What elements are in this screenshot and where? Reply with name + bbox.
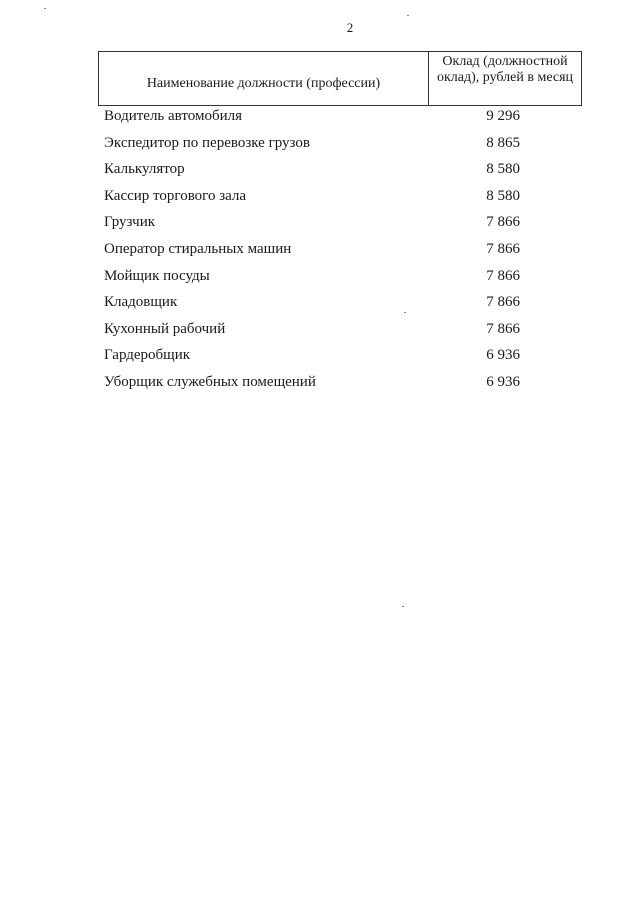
table-row <box>0 106 640 133</box>
position-name: Кладовщик <box>104 294 178 311</box>
salary-value: 8 865 <box>486 134 520 151</box>
scan-speck <box>404 312 406 313</box>
salary-value: 7 866 <box>486 294 520 311</box>
salary-value: 7 866 <box>486 214 520 231</box>
table-body <box>0 106 640 399</box>
table-row <box>0 133 640 160</box>
salary-value: 8 580 <box>486 161 520 178</box>
position-name: Мойщик посуды <box>104 267 210 284</box>
scan-speck <box>407 15 409 16</box>
table-row <box>0 319 640 346</box>
position-name: Гардеробщик <box>104 347 191 364</box>
position-name: Уборщик служебных помещений <box>104 373 316 390</box>
position-name: Калькулятор <box>104 161 185 178</box>
table-row <box>0 159 640 186</box>
header-position-name: Наименование должности (профессии) <box>99 52 429 105</box>
salary-value: 7 866 <box>486 240 520 257</box>
position-name: Оператор стиральных машин <box>104 240 292 257</box>
table-row <box>0 186 640 213</box>
salary-value: 7 866 <box>486 320 520 337</box>
salary-value: 8 580 <box>486 187 520 204</box>
scan-speck <box>44 8 46 9</box>
position-name: Грузчик <box>104 214 156 231</box>
scan-speck <box>402 606 404 607</box>
position-name: Кассир торгового зала <box>104 187 247 204</box>
salary-value: 6 936 <box>486 373 520 390</box>
salary-value: 6 936 <box>486 347 520 364</box>
table-row <box>0 372 640 399</box>
salary-value: 9 296 <box>486 108 520 124</box>
table-row <box>0 212 640 239</box>
table-row <box>0 345 640 372</box>
position-name: Водитель автомобиля <box>104 108 242 124</box>
position-name: Экспедитор по перевозке грузов <box>104 134 310 151</box>
table-header <box>98 51 582 106</box>
header-salary: Оклад (должностной оклад), рублей в месяц <box>436 54 574 85</box>
position-name: Кухонный рабочий <box>104 320 226 337</box>
table-row <box>0 239 640 266</box>
table-row <box>0 266 640 293</box>
table-row <box>0 292 640 319</box>
salary-value: 7 866 <box>486 267 520 284</box>
page-number: 2 <box>346 20 354 35</box>
